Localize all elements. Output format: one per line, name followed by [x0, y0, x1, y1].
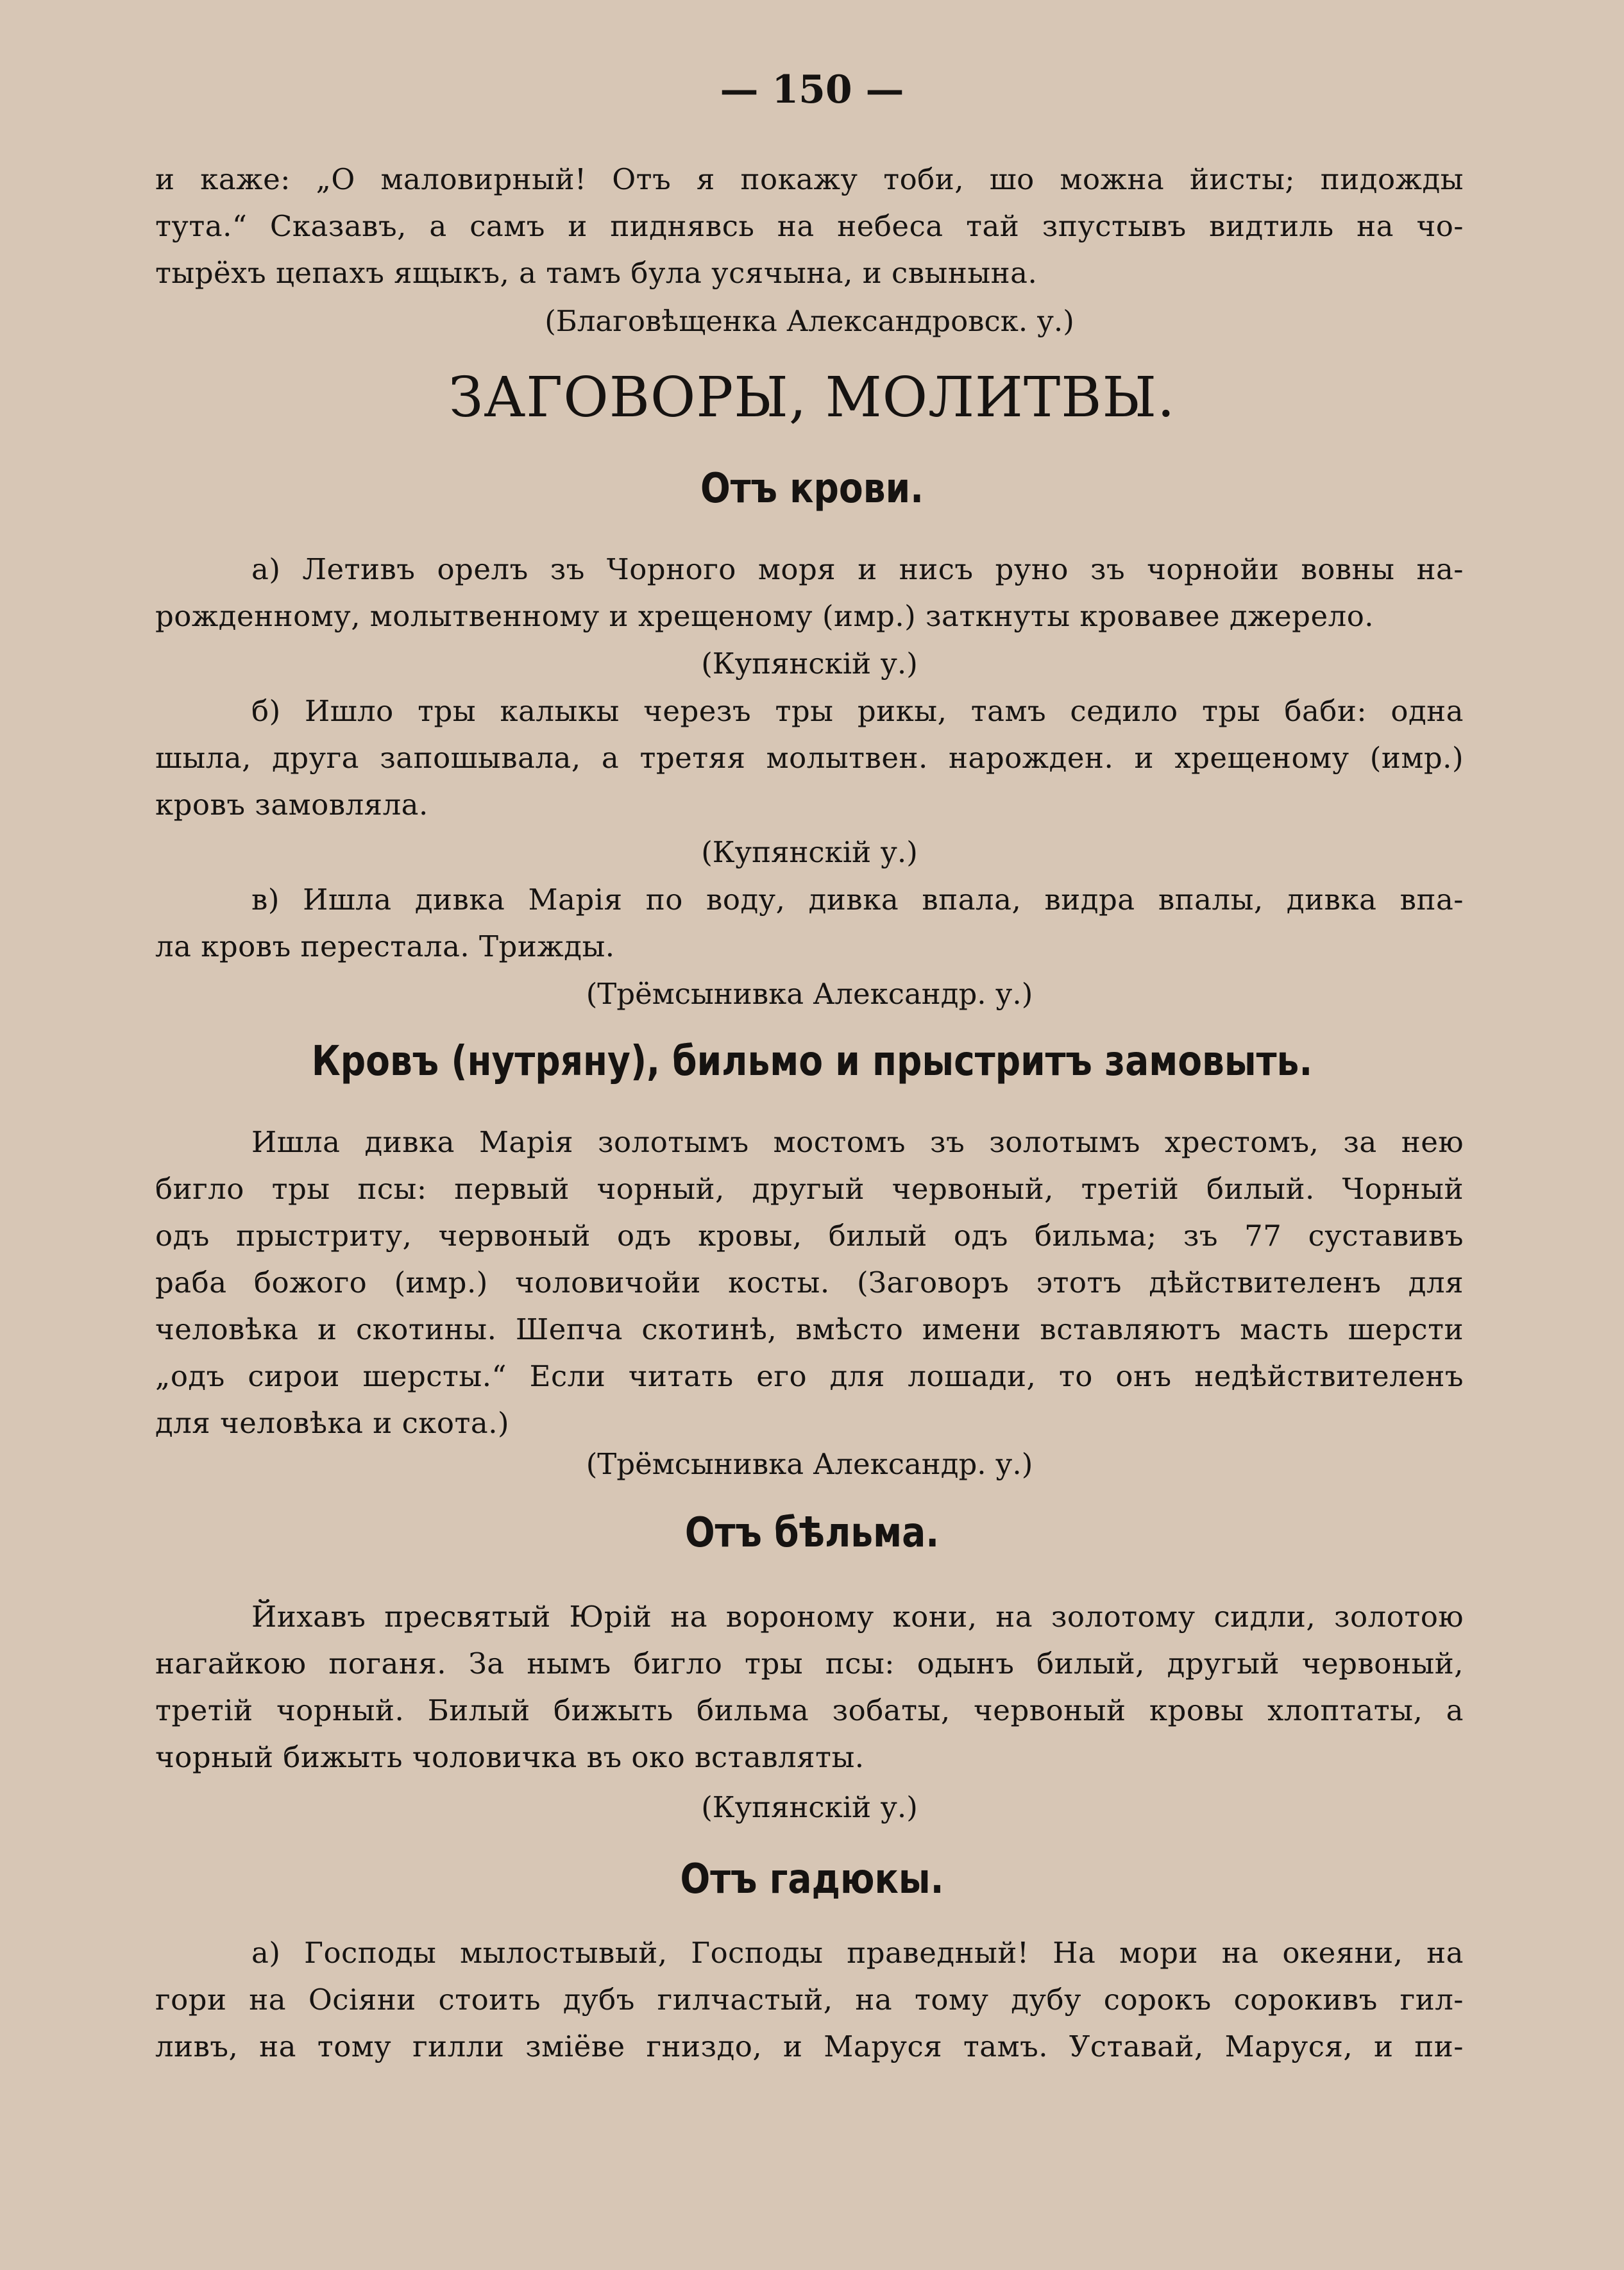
entry-line: ла кровъ перестала. Трижды.	[155, 929, 615, 963]
entry-line: кровъ замовляла.	[155, 788, 428, 822]
entry-line: а) Господы мылостывый, Господы праведный! На мори на океяни, на	[251, 1936, 1464, 1970]
entry-line: бигло тры псы: первый чорный, другый червоный, третій билый. Чорный	[155, 1172, 1464, 1206]
intro-line: и каже: „О маловирный! Отъ я покажу тоби, шо можна йисты; пидожды	[155, 162, 1464, 196]
intro-source: (Благовѣщенка Александровск. у.)	[545, 304, 1074, 338]
entry-line: одъ прыстриту, червоный одъ кровы, билый одъ бильма; зъ 77 суставивъ	[155, 1219, 1464, 1253]
section-title: Кровъ (нутряну), бильмо и прыстритъ замовыть.	[311, 1038, 1313, 1085]
entry-line: чорный бижыть чоловичка въ око вставляты.	[155, 1740, 865, 1774]
section-title: Отъ бѣльма.	[684, 1509, 940, 1557]
entry-line: человѣка и скотины. Шепча скотинѣ, вмѣсто имени вставляютъ масть шерсти	[155, 1312, 1464, 1346]
entry-source: (Трёмсынивка Александр. у.)	[586, 1447, 1033, 1481]
entry-line: б) Ишло тры калыкы черезъ тры рикы, тамъ седило тры баби: одна	[251, 694, 1464, 728]
entry-source: (Трёмсынивка Александр. у.)	[586, 977, 1033, 1011]
entry-source: (Купянскій у.)	[701, 835, 918, 869]
entry-line: „одъ сирои шерсты.“ Если читать его для лошади, то онъ недѣйствителенъ	[155, 1359, 1464, 1393]
entry-line: раба божого (имр.) чоловичойи косты. (Заговоръ этотъ дѣйствителенъ для	[155, 1266, 1464, 1300]
page-number: — 150 —	[720, 67, 904, 112]
entry-line: для человѣка и скота.)	[155, 1406, 510, 1440]
entry-line: ливъ, на тому гилли зміёве гниздо, и Маруся тамъ. Уставай, Маруся, и пи-	[155, 2029, 1464, 2063]
entry-line: Йихавъ пресвятый Юрій на вороному кони, на золотому сидли, золотою	[251, 1600, 1464, 1634]
intro-line: тырёхъ цепахъ ящыкъ, а тамъ була усячына, и свынына.	[155, 256, 1038, 290]
entry-line: нагайкою поганя. За нымъ бигло тры псы: одынъ билый, другый червоный,	[155, 1647, 1464, 1681]
intro-line: тута.“ Сказавъ, а самъ и пиднявсь на небеса тай зпустывъ видтиль на чо-	[155, 209, 1464, 243]
entry-line: Ишла дивка Марія золотымъ мостомъ зъ золотымъ хрестомъ, за нею	[251, 1125, 1464, 1159]
entry-line: а) Летивъ орелъ зъ Чорного моря и нисъ руно зъ чорнойи вовны на-	[251, 552, 1464, 586]
section-title: Отъ крови.	[700, 465, 924, 512]
entry-line: в) Ишла дивка Марія по воду, дивка впала, видра впалы, дивка впа-	[251, 883, 1464, 917]
entry-line: рожденному, молытвенному и хрещеному (имр.) заткнуты кровавее джерело.	[155, 599, 1374, 633]
chapter-title: ЗАГОВОРЫ, МОЛИТВЫ.	[448, 366, 1176, 430]
entry-line: шыла, друга запошывала, а третяя молытвен. нарожден. и хрещеному (имр.)	[155, 741, 1464, 775]
entry-line: гори на Осіяни стоить дубъ гилчастый, на тому дубу сорокъ сорокивъ гил-	[155, 1983, 1464, 2017]
entry-source: (Купянскій у.)	[701, 647, 918, 681]
entry-source: (Купянскій у.)	[701, 1790, 918, 1824]
section-title: Отъ гадюкы.	[680, 1856, 944, 1903]
entry-line: третій чорный. Билый бижыть бильма зобаты, червоный кровы хлоптаты, а	[155, 1693, 1464, 1727]
